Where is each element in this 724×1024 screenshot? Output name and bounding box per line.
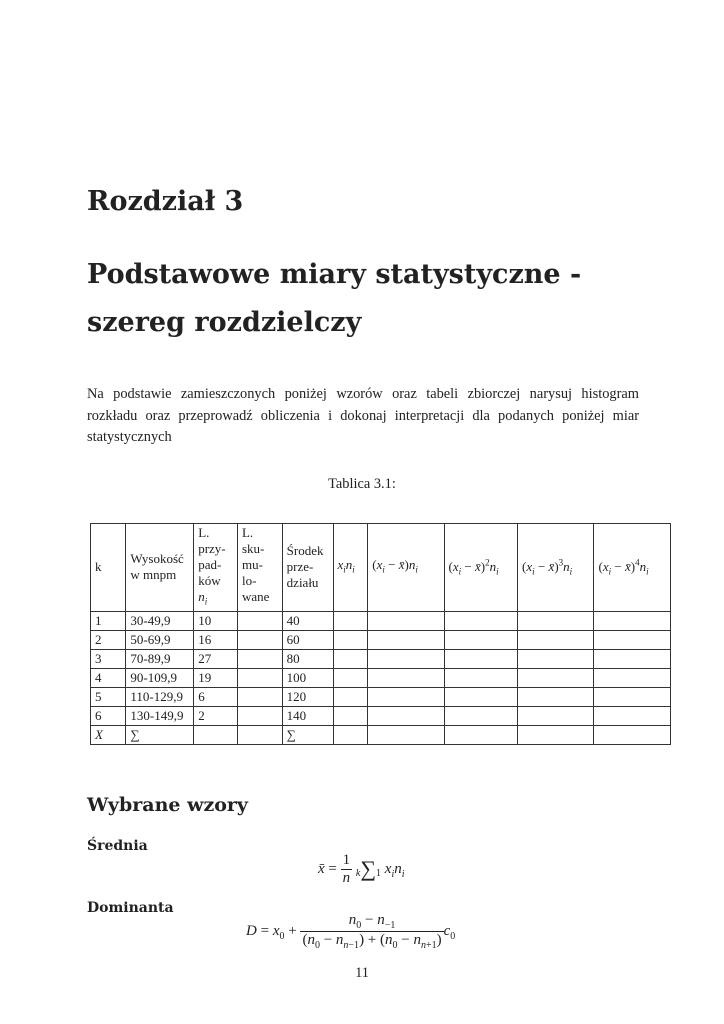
row-dev1 [368,649,444,668]
total-empty [368,725,444,744]
header-cum-line-2: sku- [241,541,265,556]
header-count-line-3: pad- [198,557,222,572]
row-dev2 [444,649,518,668]
row-dev3 [518,630,594,649]
total-sum-mid: ∑ [282,725,333,744]
row-dev1 [368,611,444,630]
row-midpoint: 100 [282,668,333,687]
header-dev3: ($x_i$ − $x̄)^3n_i$ [518,524,594,612]
row-cumulative [237,668,282,687]
frequency-table [90,523,671,745]
row-xn [333,611,368,630]
row-dev3 [518,668,594,687]
header-count-line-2: przy- [198,541,226,556]
row-midpoint: 40 [282,611,333,630]
header-cum-line-1: L. [241,525,254,540]
row-cumulative [237,687,282,706]
row-cumulative [237,649,282,668]
row-midpoint: 120 [282,687,333,706]
header-dev1: ($x_i$ − $x̄)n_i$ [368,524,444,612]
row-cumulative [237,611,282,630]
header-k: k [91,524,126,612]
row-k: 5 [91,687,126,706]
row-xn [333,668,368,687]
row-range: 50-69,9 [126,630,194,649]
row-count: 10 [194,611,238,630]
header-count [194,524,238,612]
total-sum-range: ∑ [126,725,194,744]
header-count-symbol [198,589,208,607]
total-empty [194,725,238,744]
table-row [91,687,671,706]
row-midpoint: 140 [282,706,333,725]
row-dev3 [518,649,594,668]
table-row [91,706,671,725]
header-mid-line-2: prze- [286,559,314,575]
chapter-title [87,251,627,347]
row-midpoint: 80 [282,649,333,668]
row-dev4 [594,706,671,725]
row-k: 4 [91,668,126,687]
header-dev4: ($x_i$ − $x̄)^4n_i$ [594,524,671,612]
row-dev1 [368,687,444,706]
header-midpoint [282,524,333,612]
total-empty [594,725,671,744]
row-dev1 [368,630,444,649]
table-row [91,630,671,649]
row-k: 1 [91,611,126,630]
row-xn [333,706,368,725]
page-number: 11 [355,965,369,981]
row-dev4 [594,649,671,668]
row-range: 70-89,9 [126,649,194,668]
row-xn [333,630,368,649]
header-dev2: ($x_i$ − $x̄)^2n_i$ [444,524,518,612]
total-empty [237,725,282,744]
row-dev1 [368,668,444,687]
total-empty [518,725,594,744]
total-empty [333,725,368,744]
row-dev3 [518,706,594,725]
mean-heading: Średnia [87,838,148,854]
row-xn [333,687,368,706]
row-dev3 [518,687,594,706]
intro-paragraph: Na podstawie zamieszczonych poniżej wzorów oraz tabeli zbiorczej narysuj histogram rozkładu oraz przeprowadź obliczenia i dokonaj interpretacji dla podanych poniżej miar statystycznych [87,386,639,445]
row-cumulative [237,706,282,725]
table-header-row [91,524,671,612]
header-count-symbol-sub: i [204,596,208,607]
row-dev2 [444,706,518,725]
table-caption: Tablica 3.1: [328,476,396,492]
header-count-symbol-letter: n [198,589,205,604]
table-total-row [91,725,671,744]
row-cumulative [237,630,282,649]
row-k: 2 [91,630,126,649]
header-count-line-1: L. [198,525,210,540]
row-count: 27 [194,649,238,668]
row-dev2 [444,668,518,687]
header-count-line-4: ków [198,573,221,588]
row-count: 6 [194,687,238,706]
header-height [126,524,194,612]
header-height-line-1: Wysokość [130,551,184,567]
chapter-title-line-2: szereg rozdzielczy [87,307,362,338]
row-range: 30-49,9 [126,611,194,630]
row-count: 16 [194,630,238,649]
table-row [91,668,671,687]
row-range: 110-129,9 [126,687,194,706]
row-dev2 [444,611,518,630]
table-row [91,649,671,668]
row-dev4 [594,687,671,706]
row-k: 6 [91,706,126,725]
chapter-label: Rozdział 3 [87,186,244,217]
chapter-title-line-1: Podstawowe miary statystyczne - [87,259,582,290]
row-xn [333,649,368,668]
row-dev4 [594,611,671,630]
row-range: 90-109,9 [126,668,194,687]
row-dev2 [444,630,518,649]
total-empty [444,725,518,744]
total-label: X [91,725,126,744]
mean-formula: x̄ = $\frac{1}{n}$ k∑1 $x_in_i$ [318,852,405,886]
header-xn: $x_in_i$ [333,524,368,612]
row-count: 2 [194,706,238,725]
row-count: 19 [194,668,238,687]
mode-heading: Dominanta [87,900,174,916]
header-cum-line-3: mu- [241,557,263,572]
row-range: 130-149,9 [126,706,194,725]
section-title: Wybrane wzory [87,794,248,816]
row-dev2 [444,687,518,706]
header-mid-line-3: działu [286,575,319,591]
table-body [91,611,671,725]
table-row [91,611,671,630]
row-dev3 [518,611,594,630]
row-dev1 [368,706,444,725]
header-cum-line-5: wane [241,589,270,604]
row-k: 3 [91,649,126,668]
mode-formula: $D = x_0$ + $\frac{n_0 - n_{-1}}{(n_0 - n_{n-1}) + (n_0 - n_{n+1})}$ $c_0$ [246,912,456,951]
header-cum-line-4: lo- [241,573,257,588]
header-cumulative [237,524,282,612]
row-dev4 [594,668,671,687]
header-height-line-2: w mnpm [130,567,177,583]
row-midpoint: 60 [282,630,333,649]
row-dev4 [594,630,671,649]
header-mid-line-1: Środek [286,543,324,559]
